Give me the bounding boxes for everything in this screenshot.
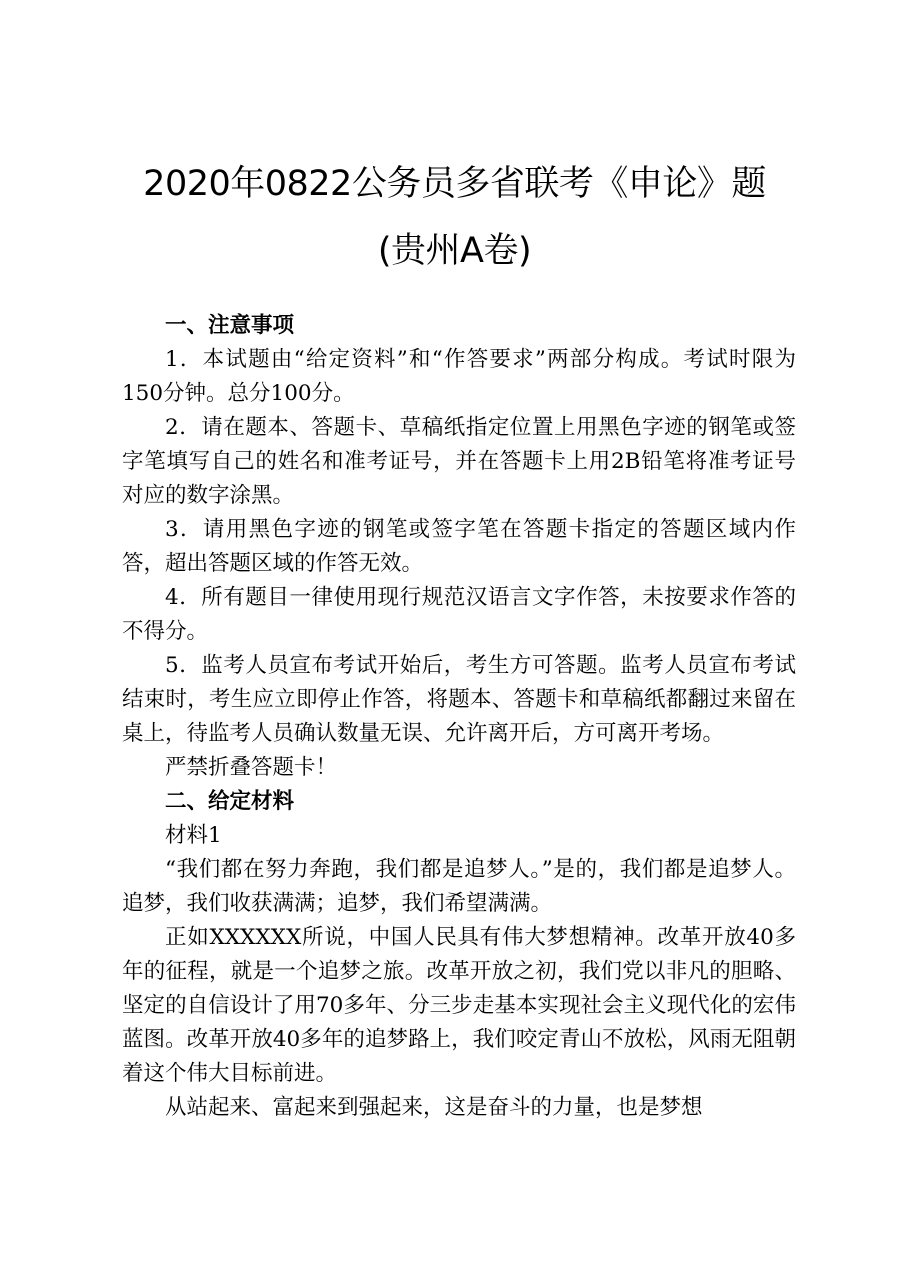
note-item: 5．监考人员宣布考试开始后，考生方可答题。监考人员宣布考试结束时，考生应立即停止作答，将题本、答题卡和草稿纸都翻过来留在桌上，待监考人员确认数量无误、允许离开后，方可离开考场。 (122, 653, 796, 746)
material-label: 材料1 (165, 823, 222, 848)
material-paragraph: “我们都在努力奔跑，我们都是追梦人。”是的，我们都是追梦人。追梦，我们收获满满；追梦，我们希望满满。 (122, 857, 796, 916)
document-body (122, 309, 796, 1125)
note-item: 4．所有题目一律使用现行规范汉语言文字作答，未按要求作答的不得分。 (122, 585, 796, 644)
section-heading-materials: 二、给定材料 (165, 789, 295, 814)
document-subtitle: (贵州A卷) (377, 231, 532, 271)
material-paragraph: 从站起来、富起来到强起来，这是奋斗的力量，也是梦想 (165, 1095, 703, 1120)
warning-text: 严禁折叠答题卡！ (165, 755, 338, 780)
document-title: 2020年0822公务员多省联考《申论》题 (143, 164, 766, 204)
note-item: 3．请用黑色字迹的钢笔或签字笔在答题卡指定的答题区域内作答，超出答题区域的作答无效。 (122, 517, 796, 576)
note-item: 2．请在题本、答题卡、草稿纸指定位置上用黑色字迹的钢笔或签字笔填写自己的姓名和准考证号，并在答题卡上用2B铅笔将准考证号对应的数字涂黑。 (122, 415, 796, 508)
material-paragraph: 正如XXXXXX所说，中国人民具有伟大梦想精神。改革开放40多年的征程，就是一个追梦之旅。改革开放之初，我们党以非凡的胆略、坚定的自信设计了用70多年、分三步走基本实现社会主义现代化的宏伟蓝图。改革开放40多年的追梦路上，我们咬定青山不放松，风雨无阻朝着这个伟大目标前进。 (122, 925, 796, 1086)
note-item: 1．本试题由“给定资料”和“作答要求”两部分构成。考试时限为150分钟。总分100分。 (122, 347, 796, 406)
section-heading-notes: 一、注意事项 (165, 313, 295, 338)
